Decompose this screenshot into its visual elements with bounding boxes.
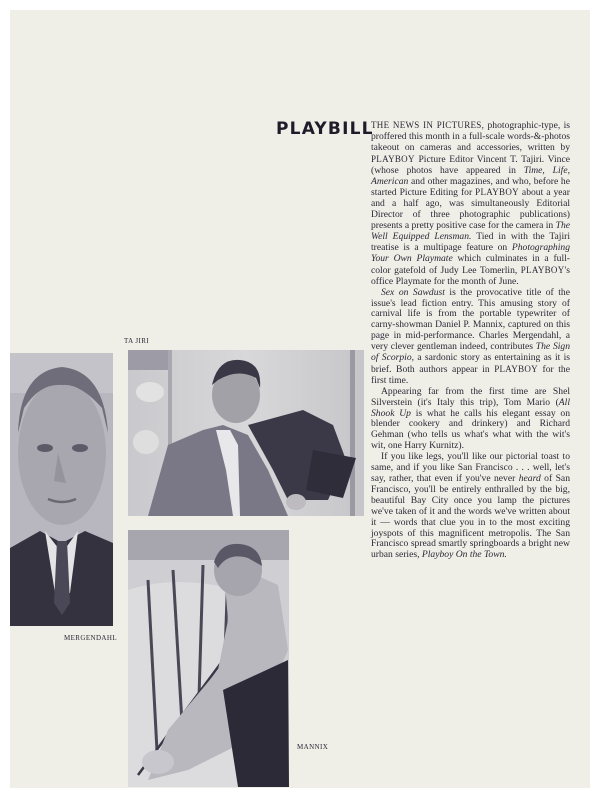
page-heading: PLAYBILL (276, 119, 374, 139)
body-paragraph: If you like legs, you'll like our pictorial toast to same, and if you like San Francisco . . . well, let's say, rather, that even if you've never heard of San Francisco, you'll be entirely enthralled by the big, beautiful Bay City once you lamp the pictures we've taken of it and the words we've written about it — words that clue you in to the most exciting joyspots of this magnificent metropolis. The San Francisco spread smartly springboards a bright new urban series, Playboy On the Town. (371, 451, 570, 561)
body-paragraph: Appearing far from the first time are Shel Silverstein (it's Italy this trip), Tom Mario (All Shook Up is what he calls his elegant essay on blender cookery and drinkery) and Richard Gehman (who tells us what's what with the wit's wit, one Harry Kurnitz). (371, 385, 570, 452)
mannix-photo (128, 530, 289, 787)
body-text-column (371, 120, 570, 561)
tajiri-photo (128, 350, 364, 516)
tajiri-caption: TA JIRI (124, 337, 149, 345)
body-paragraph: Sex on Sawdust is the provocative title of the issue's lead fiction entry. This amusing story of carnival life is from the portable typewriter of carny-showman Daniel P. Mannix, captured on this page in mid-performance. Charles Mergendahl, a very clever gentleman indeed, contributes The Sign of Scorpio, a sardonic story as entertaining as it is brief. Both authors appear in PLAYBOY for the first time. (371, 286, 571, 386)
mergendahl-caption: MERGENDAHL (64, 634, 117, 642)
mannix-caption: MANNIX (297, 743, 329, 751)
body-paragraph: THE NEWS IN PICTURES, photographic-type, is proffered this month in a full-scale words-&-photos takeout on cameras and accessories, written by PLAYBOY Picture Editor Vincent T. Tajiri. Vince (whose photos have appeared in Time, Life, American and other magazines, and who, before he started Picture Editing for PLAYBOY about a year and a half ago, was simultaneously Editorial Director of three photographic publications) presents a pretty positive case for the camera in The Well Equipped Lensman. Tied in with the Tajiri treatise is a multipage feature on Photographing Your Own Playmate which culminates in a full-color gatefold of Judy Lee Tomerlin, PLAYBOY's office Playmate for the month of June. (371, 120, 570, 287)
mergendahl-photo (10, 353, 113, 626)
